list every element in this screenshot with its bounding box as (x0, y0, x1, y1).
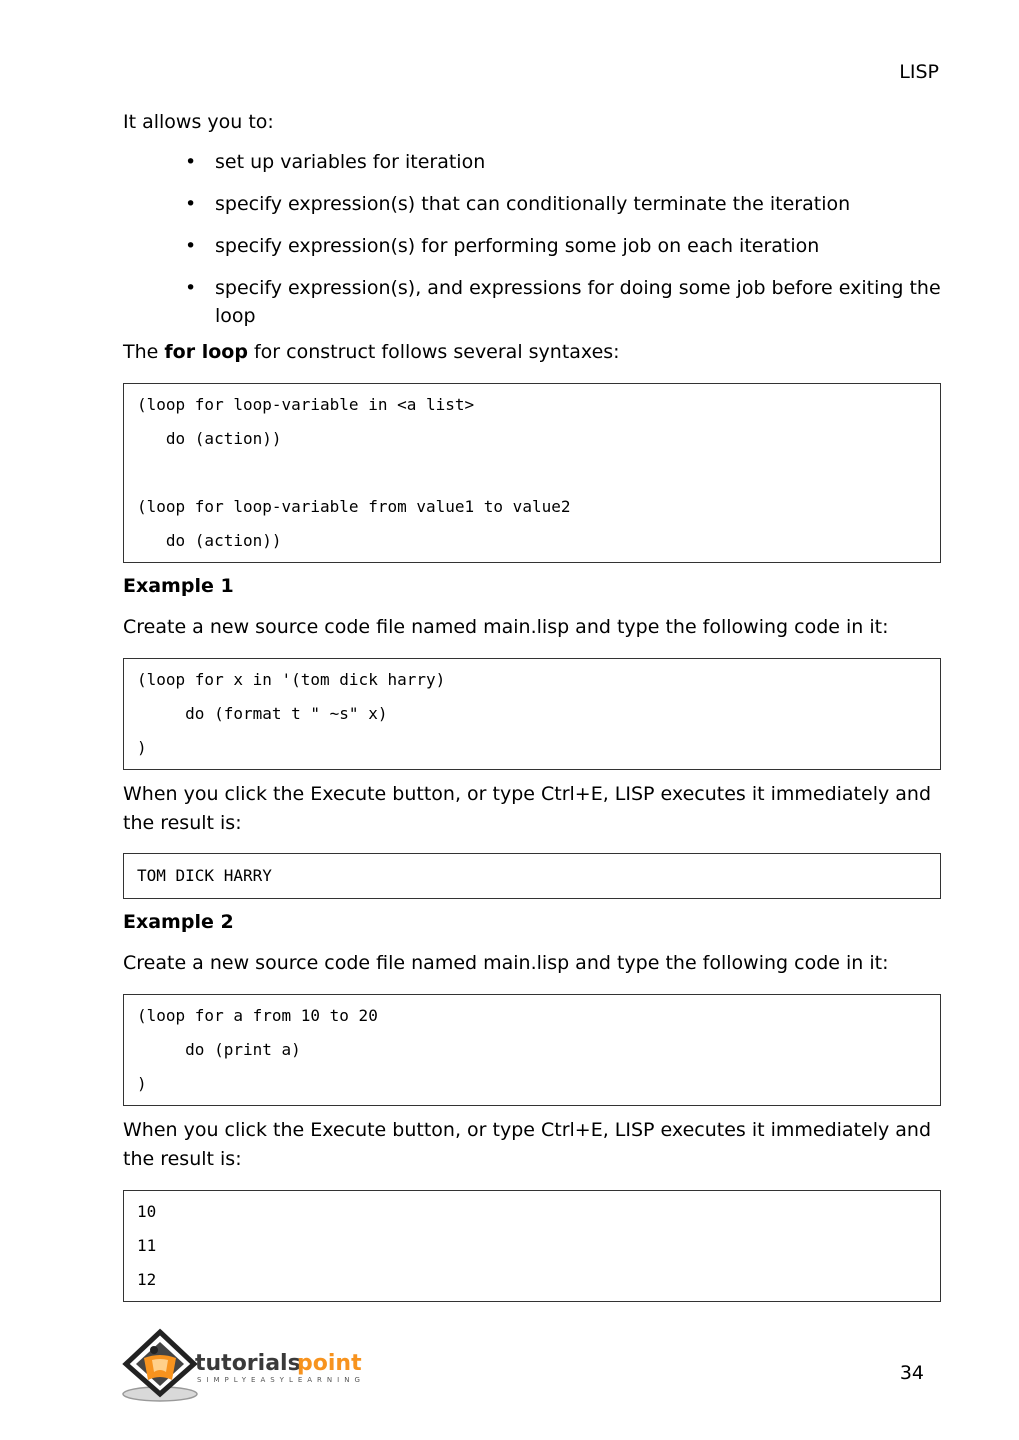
text: The (123, 341, 165, 363)
page-content (123, 108, 941, 1312)
example-2-output (123, 1190, 941, 1302)
text: for construct follows several syntaxes: (247, 341, 620, 363)
page-number: 34 (899, 1362, 924, 1384)
logo-emblem-icon (122, 1328, 367, 1403)
list-item: • specify expression(s) that can conditionally terminate the iteration (215, 190, 941, 218)
example-1-heading: Example 1 (123, 575, 234, 597)
list-item: • specify expression(s) for performing some job on each iteration (215, 232, 941, 260)
code-line: (loop for a from 10 to 20 (137, 1006, 378, 1025)
code-line: do (format t " ~s" x) (137, 704, 388, 723)
intro-text: It allows you to: (123, 111, 274, 133)
logo-text-main: tutorials (195, 1351, 301, 1376)
output-line: 12 (137, 1270, 157, 1289)
output-line: 10 (137, 1202, 157, 1221)
code-line: do (print a) (137, 1040, 301, 1059)
output-line: 11 (137, 1236, 157, 1255)
example-1-code (123, 658, 941, 770)
example-2-code (123, 994, 941, 1106)
running-header: LISP (899, 61, 939, 83)
code-line: (loop for loop-variable in <a list> (137, 395, 475, 414)
feature-list (123, 148, 941, 330)
bold-term: for loop (164, 341, 248, 363)
tutorialspoint-logo (122, 1328, 367, 1403)
list-item: • specify expression(s), and expressions for doing some job before exiting the loop (215, 274, 941, 330)
logo-text-accent: point (297, 1351, 362, 1376)
code-line: do (action)) (137, 531, 282, 550)
code-line: ) (137, 738, 147, 757)
syntax-code-block (123, 383, 941, 563)
for-loop-intro (123, 338, 941, 366)
example-1-result-text: When you click the Execute button, or type Ctrl+E, LISP executes it immediately and the result is: (123, 783, 932, 834)
code-line (137, 456, 927, 490)
code-line: ) (137, 1074, 147, 1093)
code-line: (loop for loop-variable from value1 to value2 (137, 497, 571, 516)
code-line: do (action)) (137, 429, 282, 448)
logo-tagline: SIMPLYEASYLEARNING (197, 1376, 365, 1384)
example-2-desc: Create a new source code file named main.lisp and type the following code in it: (123, 952, 889, 974)
example-2-heading: Example 2 (123, 911, 234, 933)
list-item: • set up variables for iteration (215, 148, 941, 176)
output-line: TOM DICK HARRY (137, 866, 272, 885)
example-2-result-text: When you click the Execute button, or type Ctrl+E, LISP executes it immediately and the result is: (123, 1119, 932, 1170)
example-1-desc: Create a new source code file named main.lisp and type the following code in it: (123, 616, 889, 638)
code-line: (loop for x in '(tom dick harry) (137, 670, 446, 689)
example-1-output (123, 853, 941, 899)
